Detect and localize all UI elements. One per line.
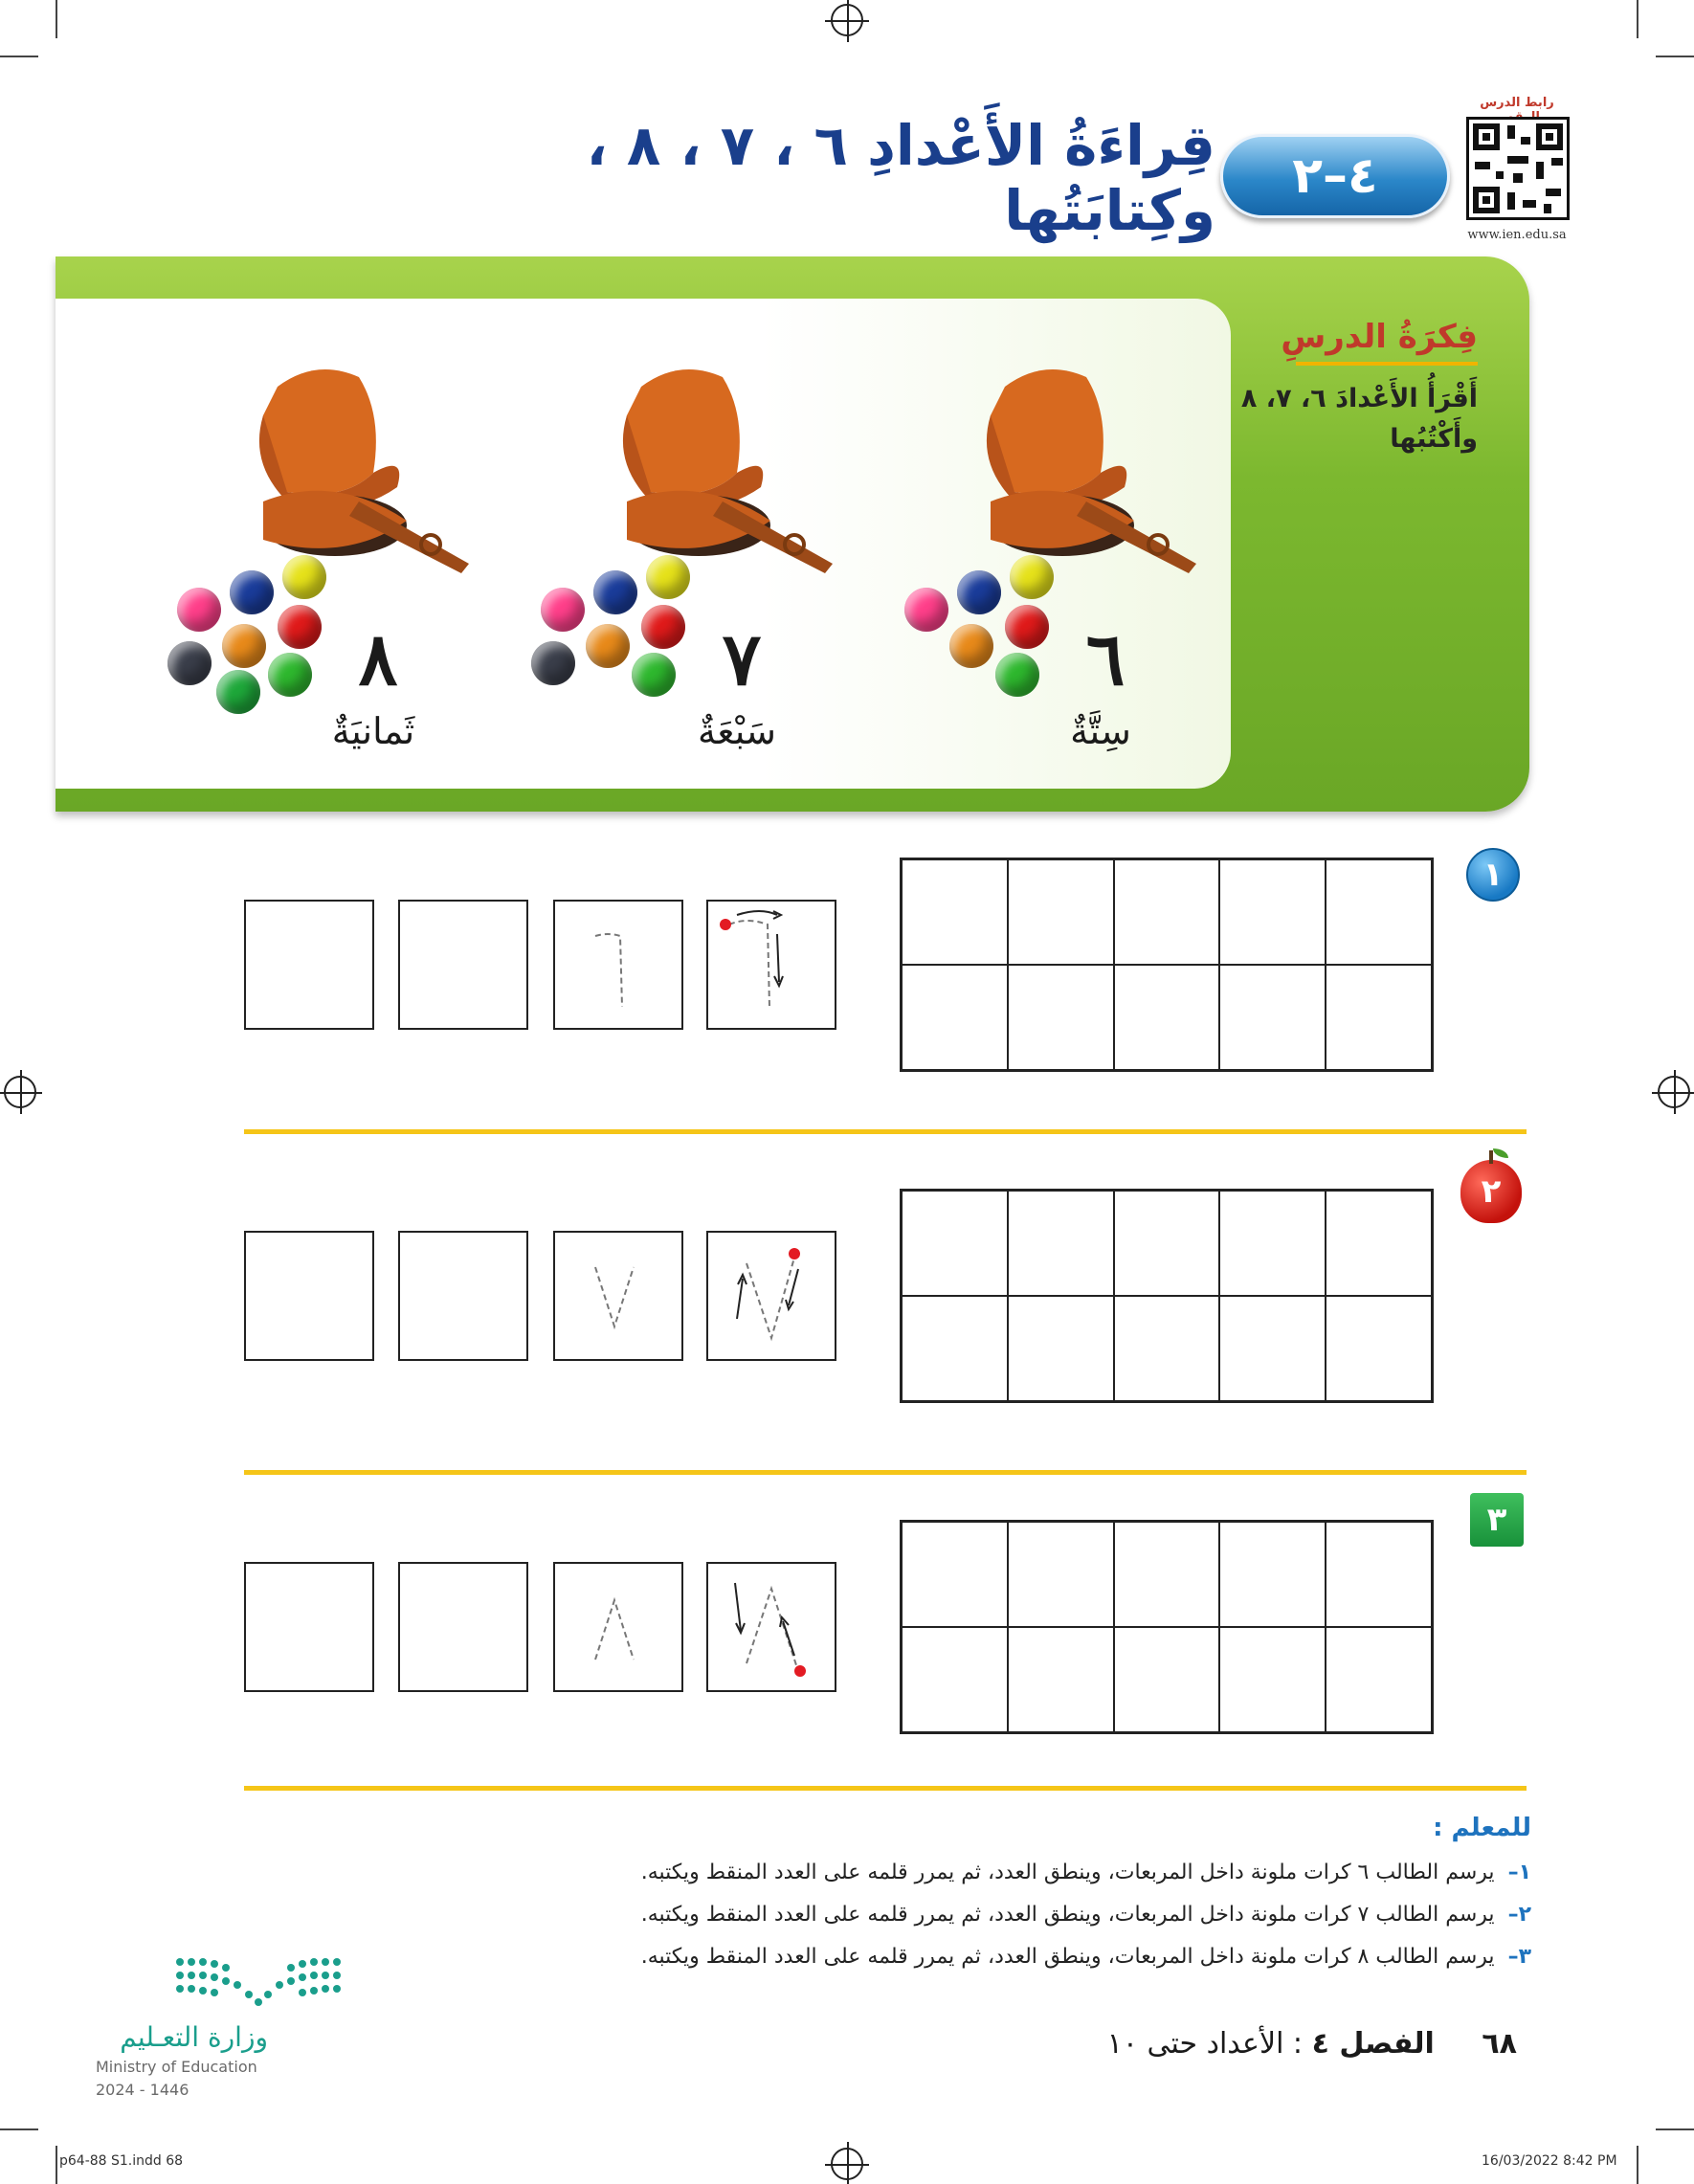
ten-frame-cell[interactable] [1219,1296,1326,1401]
ball [177,588,221,632]
ball [586,624,630,668]
ball [632,653,676,697]
trace-guide-box[interactable] [706,900,836,1030]
ten-frame-cell[interactable] [1008,1296,1114,1401]
ten-frame-cell[interactable] [1114,859,1220,965]
teacher-notes-title: للمعلم : [1433,1814,1531,1842]
writing-box[interactable] [244,900,374,1030]
section-divider [244,1129,1527,1134]
writing-box[interactable] [244,1562,374,1692]
ten-frame-cell[interactable] [1114,1296,1220,1401]
exercise-badge-apple [1460,1160,1522,1223]
ball [995,653,1039,697]
number-six-group [880,358,1196,769]
balls-cluster [153,549,316,702]
crop-mark [56,0,57,38]
dotted-seven-digit [555,1233,681,1359]
print-slug-file: p64-88 S1.indd 68 [59,2153,184,2169]
ten-frame-cell[interactable] [1219,1627,1326,1732]
ball [949,624,993,668]
ten-frame-cell[interactable] [1008,965,1114,1070]
trace-guide-box[interactable] [706,1231,836,1361]
section-divider [244,1786,1527,1791]
registration-mark [4,1076,36,1108]
dotted-eight-digit [555,1564,681,1690]
teacher-note [536,1894,1531,1936]
ten-frame-cell[interactable] [1326,1522,1432,1627]
ministry-logo-icon [172,1952,345,2010]
number-word: ثَمانيَةٌ [331,710,415,752]
ten-frame-cell[interactable] [1114,1522,1220,1627]
qr-code[interactable] [1466,117,1570,220]
ten-frame-cell[interactable] [1326,1627,1432,1732]
print-slug-date: 16/03/2022 8:42 PM [1482,2153,1617,2169]
ten-frame-cell[interactable] [1008,1191,1114,1296]
writing-box[interactable] [398,900,528,1030]
writing-box[interactable] [398,1231,528,1361]
writing-box[interactable] [398,1562,528,1692]
number-word: سِتَّةٌ [1070,710,1131,752]
ten-frame-cell[interactable] [1008,859,1114,965]
ten-frame-cell[interactable] [1008,1627,1114,1732]
page-footer [957,2027,1517,2061]
crop-mark [0,56,38,57]
ten-frame-cell[interactable] [902,1296,1008,1401]
ball [957,570,1001,614]
registration-mark [1658,1076,1690,1108]
crop-mark [1656,2128,1694,2130]
lesson-idea-line: وأَكْتُبُها [1390,423,1478,454]
ten-frame-cell[interactable] [902,1627,1008,1732]
exercise-badge-blue-circle [1466,848,1520,902]
number-word: سَبْعَةٌ [697,710,776,752]
ten-frame-cell[interactable] [902,859,1008,965]
exercise-number: ٢ [1481,1172,1502,1211]
ball [1010,555,1054,599]
ministry-name-ar: وزارة التعـليم [120,2021,268,2053]
lesson-number: ٤–٢ [1292,147,1378,205]
ten-frame-cell[interactable] [1326,1191,1432,1296]
leather-pouch-image [517,358,833,578]
ball [904,588,948,632]
number-digit: ٦ [1085,616,1126,702]
qr-url: www.ien.edu.sa [1467,228,1567,242]
ten-frame-cell[interactable] [1219,1191,1326,1296]
note-text: يرسم الطالب ٦ كرات ملونة داخل المربعات، وينطق العدد، ثم يمرر قلمه على العدد المنقط ويكتبه. [640,1861,1495,1884]
ministry-name-en: Ministry of Education [96,2058,257,2076]
note-number: ١– [1507,1861,1531,1884]
balls-cluster [880,549,1043,702]
trace-guide-box[interactable] [706,1562,836,1692]
ball [593,570,637,614]
ten-frame-cell[interactable] [1219,1522,1326,1627]
dotted-digit-box[interactable] [553,1562,683,1692]
ten-frame-cell[interactable] [902,965,1008,1070]
lesson-idea-text [1235,366,1510,459]
ball [646,555,690,599]
note-number: ٣– [1507,1945,1531,1969]
trace-seven-guide [708,1233,835,1359]
crop-mark [56,2146,57,2184]
lesson-idea-title: فِكرَةُ الدرسِ [1281,318,1478,356]
section-divider [244,1470,1527,1475]
teacher-notes [536,1814,1531,1978]
ten-frame-cell[interactable] [1326,965,1432,1070]
ball [230,570,274,614]
ball [531,641,575,685]
note-number: ٢– [1507,1903,1531,1927]
dotted-digit-box[interactable] [553,1231,683,1361]
crop-mark [1637,0,1638,38]
number-eight-group [153,358,469,769]
leather-pouch-image [880,358,1196,578]
dotted-digit-box[interactable] [553,900,683,1030]
writing-box[interactable] [244,1231,374,1361]
ten-frame-cell[interactable] [902,1191,1008,1296]
crop-mark [1656,56,1694,57]
ball [268,653,312,697]
ten-frame-cell[interactable] [1114,965,1220,1070]
exercise-number: ١ [1482,856,1504,894]
leather-pouch-image [153,358,469,578]
ten-frame-cell[interactable] [1114,1191,1220,1296]
ten-frame[interactable] [900,1520,1434,1734]
ten-frame[interactable] [900,1189,1434,1403]
note-text: يرسم الطالب ٨ كرات ملونة داخل المربعات، وينطق العدد، ثم يمرر قلمه على العدد المنقط ويكتبه. [640,1945,1495,1969]
teacher-note [536,1852,1531,1894]
exercise-badge-green-square [1470,1493,1524,1547]
ten-frame[interactable] [900,858,1434,1072]
ball [282,555,326,599]
balls-cluster [517,549,680,702]
lesson-number-badge [1220,134,1450,218]
ball [167,641,212,685]
ball [541,588,585,632]
crop-mark [1637,2146,1638,2184]
ball [216,670,260,714]
qr-label: رابط الدرس [1480,96,1554,110]
ten-frame-cell[interactable] [1008,1522,1114,1627]
dotted-six-digit [555,902,681,1028]
trace-six-guide [708,902,835,1028]
chapter-label: الفصل ٤ [1311,2027,1435,2061]
number-digit: ٧ [722,616,762,702]
ten-frame-cell[interactable] [1326,859,1432,965]
registration-mark [831,4,863,36]
ten-frame-cell[interactable] [1219,859,1326,965]
ten-frame-cell[interactable] [902,1522,1008,1627]
teacher-note [536,1936,1531,1978]
chapter-title: : الأعداد حتى ١٠ [1106,2027,1304,2061]
lesson-title: قِراءَةُ الأَعْدادِ ٦ ، ٧ ، ٨ ، وكِتابَتُها [586,113,1215,243]
ten-frame-cell[interactable] [1114,1627,1220,1732]
lesson-idea-line: أَقْرَأُ الأَعْدادَ ٦، ٧، ٨ [1240,384,1478,413]
ministry-year: 2024 - 1446 [96,2081,189,2099]
lesson-idea-panel [1235,299,1510,777]
page-number: ٦٨ [1482,2027,1517,2061]
crop-mark [0,2128,38,2130]
number-seven-group [517,358,833,769]
number-digit: ٨ [358,616,398,702]
ten-frame-cell[interactable] [1219,965,1326,1070]
note-text: يرسم الطالب ٧ كرات ملونة داخل المربعات، وينطق العدد، ثم يمرر قلمه على العدد المنقط ويكتبه. [640,1903,1495,1927]
registration-mark [831,2148,863,2180]
exercise-number: ٣ [1486,1501,1507,1539]
ball [222,624,266,668]
trace-eight-guide [708,1564,835,1690]
ten-frame-cell[interactable] [1326,1296,1432,1401]
